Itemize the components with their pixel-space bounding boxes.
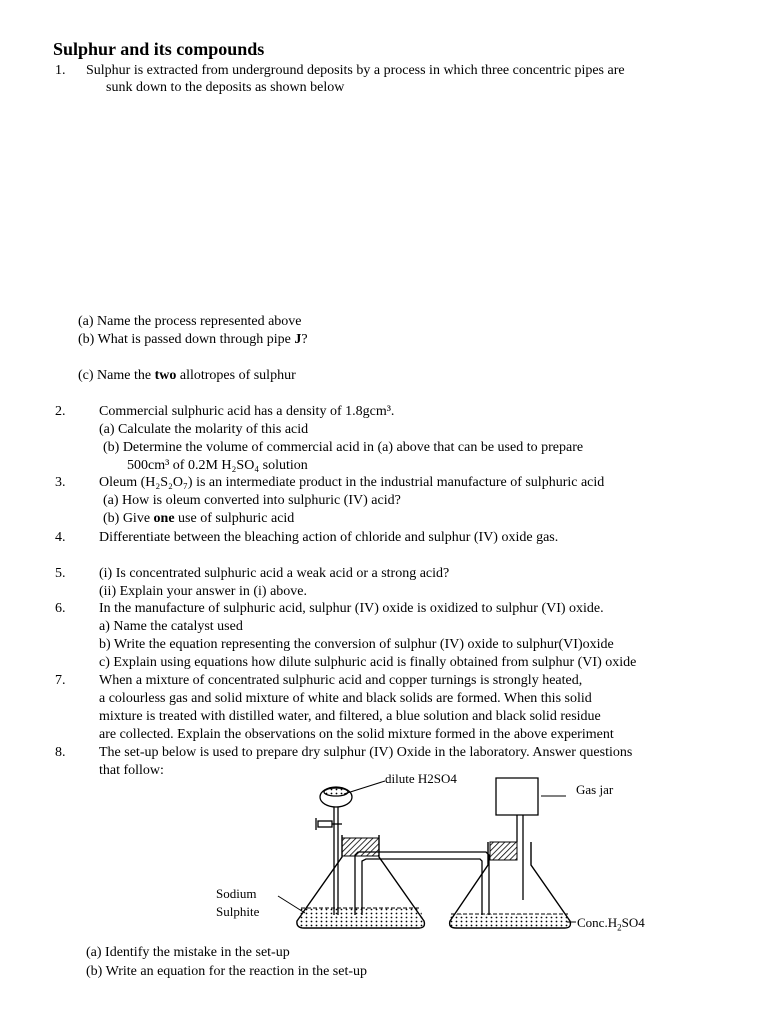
q4-line1: Differentiate between the bleaching action of chloride and sulphur (IV) oxide gas.	[99, 530, 559, 545]
question-number-6: 6.	[55, 601, 66, 616]
q5-part-ii: (ii) Explain your answer in (i) above.	[99, 584, 307, 599]
page-title: Sulphur and its compounds	[53, 39, 265, 59]
q1-part-b: (b) What is passed down through pipe J?	[78, 332, 308, 347]
label-dilute-acid: dilute H2SO4	[385, 771, 457, 786]
label-conc-acid: $Conc.H_2SO4$	[577, 915, 645, 933]
q8-line2: that follow:	[99, 763, 164, 778]
question-number-8: 8.	[55, 745, 66, 760]
pointer-sodium	[278, 896, 305, 913]
gas-jar	[496, 778, 538, 900]
q2-part-a: (a) Calculate the molarity of this acid	[99, 422, 309, 437]
question-number-5: 5.	[55, 566, 66, 581]
label-sodium: Sodium	[216, 886, 257, 901]
q8-part-a: (a) Identify the mistake in the set-up	[86, 945, 290, 960]
q2-part-b-line2: 500cm³ of 0.2M H₂SO₄ solution	[127, 458, 308, 473]
q3-part-a: (a) How is oleum converted into sulphuric (IV) acid?	[103, 493, 401, 508]
question-number-2: 2.	[55, 404, 66, 419]
question-number-1: 1.	[55, 63, 66, 78]
conc-acid-liquid	[450, 914, 571, 928]
q1-line1: Sulphur is extracted from underground deposits by a process in which three concentric pipes are	[86, 63, 625, 78]
delivery-tube	[355, 852, 489, 915]
q2-line1: Commercial sulphuric acid has a density of 1.8gcm³.	[99, 404, 395, 419]
q3-part-b: (b) Give one use of sulphuric acid	[103, 511, 295, 526]
left-stopper	[342, 838, 379, 856]
q6-part-a: a) Name the catalyst used	[99, 619, 243, 634]
label-gas-jar: Gas jar	[576, 782, 614, 797]
question-number-4: 4.	[55, 530, 66, 545]
q3-line1: Oleum (H₂S₂O₇) is an intermediate product in the industrial manufacture of sulphuric acid	[99, 475, 605, 490]
q7-line2: a colourless gas and solid mixture of white and black solids are formed. When this solid	[99, 691, 592, 706]
sodium-sulphite-solution	[297, 908, 425, 928]
q2-part-b-line1: (b) Determine the volume of commercial acid in (a) above that can be used to prepare	[103, 440, 584, 455]
q7-line4: are collected. Explain the observations on the solid mixture formed in the above experiment	[99, 727, 614, 742]
q1-part-a: (a) Name the process represented above	[78, 314, 302, 329]
q7-line3: mixture is treated with distilled water, and filtered, a blue solution and black solid residue	[99, 709, 601, 724]
q8-line1: The set-up below is used to prepare dry sulphur (IV) Oxide in the laboratory. Answer questions	[99, 745, 633, 760]
q7-line1: When a mixture of concentrated sulphuric acid and copper turnings is strongly heated,	[99, 673, 583, 688]
q6-part-b: b) Write the equation representing the conversion of sulphur (IV) oxide to sulphur(VI)oxide	[99, 637, 614, 652]
pointer-acid	[344, 781, 385, 794]
q6-part-c: c) Explain using equations how dilute sulphuric acid is finally obtained from sulphur (VI) oxide	[99, 655, 637, 670]
q6-line1: In the manufacture of sulphuric acid, sulphur (IV) oxide is oxidized to sulphur (VI) oxide.	[99, 601, 604, 616]
q1-part-c: (c) Name the two allotropes of sulphur	[78, 368, 296, 383]
question-number-3: 3.	[55, 475, 66, 490]
q1-line2: sunk down to the deposits as shown below	[106, 80, 345, 95]
right-stopper	[490, 842, 517, 860]
q5-part-i: (i) Is concentrated sulphuric acid a weak acid or a strong acid?	[99, 566, 450, 581]
q8-part-b: (b) Write an equation for the reaction in the set-up	[86, 964, 368, 979]
label-sulphite: Sulphite	[216, 904, 260, 919]
question-number-7: 7.	[55, 673, 66, 688]
